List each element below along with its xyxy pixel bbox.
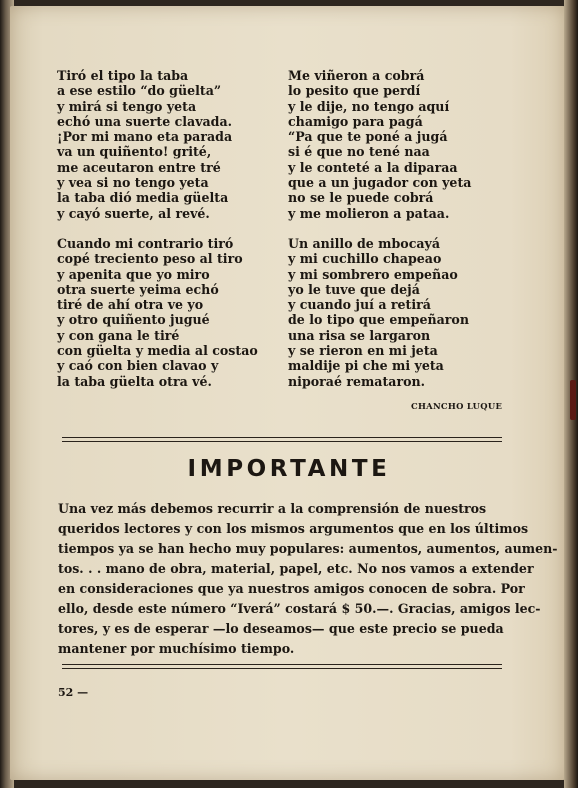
poem-line: yo le tuve que dejá bbox=[288, 281, 420, 297]
poem-line: Un anillo de mbocayá bbox=[288, 235, 441, 251]
poem-line: y caó con bien clavao y bbox=[57, 358, 219, 374]
poem-line: copé treciento peso al tiro bbox=[57, 251, 243, 267]
poem-line: a ese estilo “do güelta” bbox=[57, 83, 222, 99]
poem-line: con güelta y media al costao bbox=[57, 343, 258, 359]
poem-line: que a un jugador con yeta bbox=[288, 175, 472, 191]
poem-line: y mi cuchillo chapeao bbox=[288, 251, 442, 267]
divider-top-thick bbox=[62, 437, 502, 438]
poem-left-column bbox=[57, 68, 258, 404]
notice-line: Una vez más debemos recurrir a la comprensión de nuestros bbox=[58, 501, 487, 516]
notice-line: queridos lectores y con los mismos argumentos que en los últimos bbox=[58, 521, 529, 536]
poem-line: maldije pi che mi yeta bbox=[288, 358, 444, 374]
notice-heading: IMPORTANTE bbox=[187, 456, 391, 482]
notice-line: ello, desde este número “Iverá” costará $ 50.—. Gracias, amigos lec- bbox=[58, 601, 541, 616]
poem-line: “Pa que te poné a jugá bbox=[288, 129, 448, 145]
poem-line: va un quiñento! grité, bbox=[57, 144, 212, 160]
poem-line: y me molieron a pataa. bbox=[288, 205, 450, 221]
divider-bottom-thick bbox=[62, 668, 502, 669]
notice-line: en consideraciones que ya nuestros amigos conocen de sobra. Por bbox=[58, 581, 525, 596]
page-stack-edge bbox=[564, 0, 578, 788]
divider-top-thin bbox=[62, 441, 502, 442]
poem-line: y le dije, no tengo aquí bbox=[288, 98, 450, 114]
poem-stanza bbox=[57, 236, 258, 389]
poem-line: Tiró el tipo la taba bbox=[57, 68, 189, 83]
poem-line: y cuando juí a retirá bbox=[288, 297, 431, 313]
poem-line: la taba güelta otra vé. bbox=[57, 373, 212, 389]
poem-stanza bbox=[288, 68, 471, 221]
poem-line: niporaé remataron. bbox=[288, 373, 426, 389]
poem-line: una risa se largaron bbox=[288, 327, 431, 343]
poem-line: si é que no tené naa bbox=[288, 144, 430, 160]
notice-line: tores, y es de esperar —lo deseamos— que este precio se pueda bbox=[58, 621, 504, 636]
poem-line: y otro quiñento jugué bbox=[57, 312, 210, 328]
poem-line: y mirá si tengo yeta bbox=[57, 98, 197, 114]
poem-line: y se rieron en mi jeta bbox=[288, 343, 438, 359]
poem-line: me aceutaron entre tré bbox=[57, 159, 221, 175]
notice-line: mantener por muchísimo tiempo. bbox=[58, 641, 295, 656]
poem-line: ¡Por mi mano eta parada bbox=[57, 129, 233, 145]
poem-stanza bbox=[57, 68, 258, 221]
poem-line: y con gana le tiré bbox=[57, 327, 180, 343]
poem-line: chamigo para pagá bbox=[288, 113, 423, 129]
poem-stanza bbox=[288, 236, 471, 389]
poem-line: Cuando mi contrario tiró bbox=[57, 235, 234, 251]
notice-line: tos. . . mano de obra, material, papel, etc. No nos vamos a extender bbox=[58, 561, 534, 576]
notice-line: tiempos ya se han hecho muy populares: aumentos, aumentos, aumen- bbox=[58, 541, 558, 556]
poem-right-column bbox=[288, 68, 471, 404]
poem-line: lo pesito que perdí bbox=[288, 83, 421, 99]
poem-line: tiré de ahí otra ve yo bbox=[57, 297, 204, 313]
poem-line: y mi sombrero empeñao bbox=[288, 266, 458, 282]
poem-line: no se le puede cobrá bbox=[288, 190, 434, 206]
poem-line: de lo tipo que empeñaron bbox=[288, 312, 469, 328]
poem-line: la taba dió media güelta bbox=[57, 190, 229, 206]
poem-line: y apenita que yo miro bbox=[57, 266, 210, 282]
poem-line: echó una suerte clavada. bbox=[57, 113, 233, 129]
poem-author: CHANCHO LUQUE bbox=[411, 401, 503, 411]
poem-line: otra suerte yeima echó bbox=[57, 281, 219, 297]
page-number: 52 — bbox=[58, 686, 89, 699]
bookmark-tab bbox=[570, 380, 576, 420]
poem-line: y cayó suerte, al revé. bbox=[57, 205, 210, 221]
poem-line: y le conteté a la diparaa bbox=[288, 159, 458, 175]
poem-line: y vea si no tengo yeta bbox=[57, 175, 209, 191]
divider-bottom-thin bbox=[62, 664, 502, 665]
poem-line: Me viñeron a cobrá bbox=[288, 68, 425, 83]
notice-body bbox=[58, 499, 558, 659]
